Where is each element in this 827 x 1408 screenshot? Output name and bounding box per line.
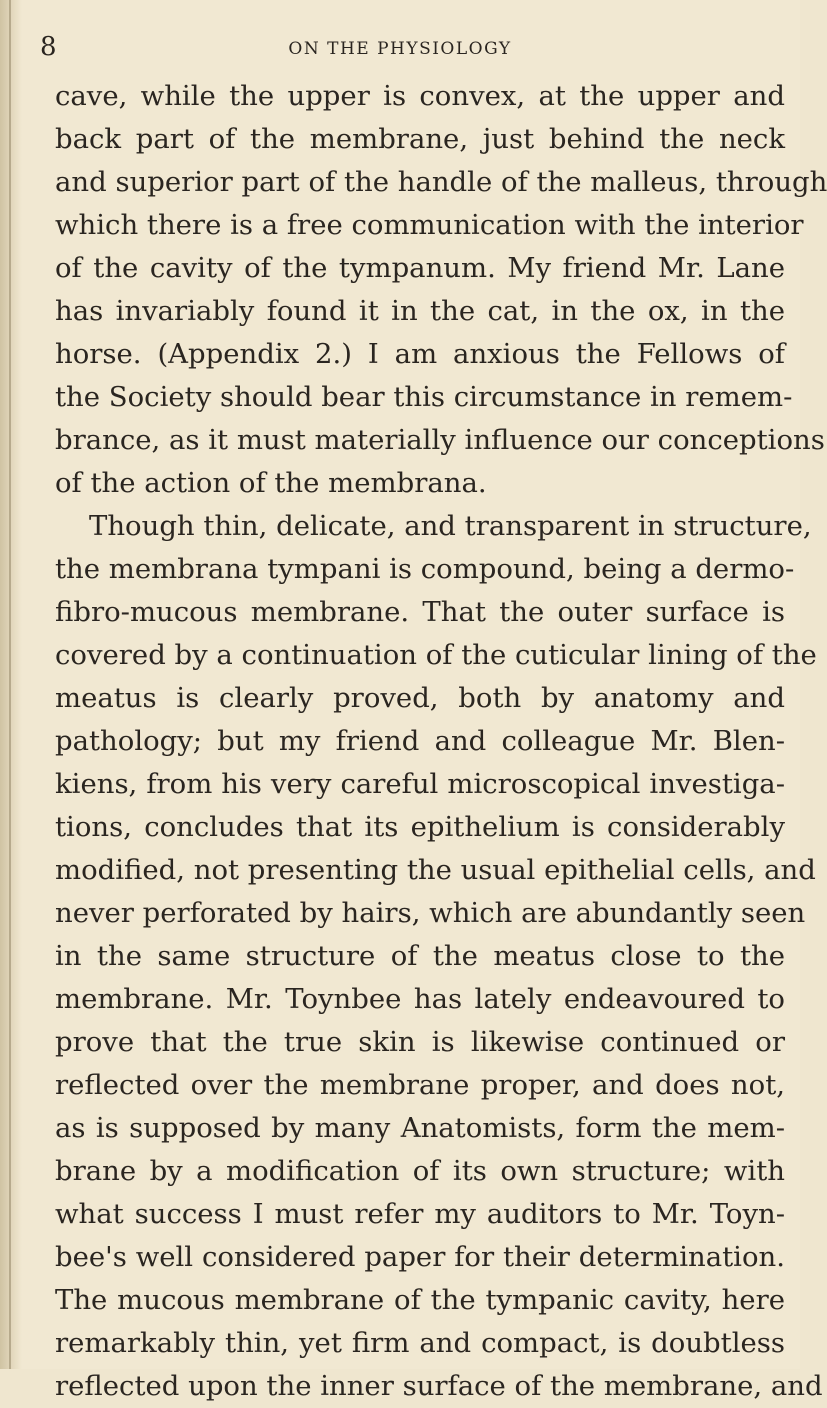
body-text <box>55 75 827 1408</box>
text-line: what success I must refer my auditors to Mr. Toyn- <box>55 1198 785 1230</box>
text-line: which there is a free communication with the interior <box>55 209 804 241</box>
text-line: Though thin, delicate, and transparent in structure, <box>89 510 812 542</box>
text-line: the Society should bear this circumstance in remem- <box>55 381 793 413</box>
text-line: reflected upon the inner surface of the membrane, and <box>55 1370 823 1402</box>
page-number: 8 <box>40 32 57 62</box>
text-line: bee's well considered paper for their determination. <box>55 1241 785 1273</box>
text-line: covered by a continuation of the cuticular lining of the <box>55 639 817 671</box>
text-line: of the cavity of the tympanum. My friend Mr. Lane <box>55 252 785 284</box>
text-line: fibro-mucous membrane. That the outer surface is <box>55 596 785 628</box>
text-line: brance, as it must materially influence our conceptions <box>55 424 825 456</box>
page-header <box>0 30 800 64</box>
page-binding-edge <box>0 0 22 1369</box>
text-line: has invariably found it in the cat, in the ox, in the <box>55 295 785 327</box>
text-line: as is supposed by many Anatomists, form the mem- <box>55 1112 785 1144</box>
text-line: cave, while the upper is convex, at the upper and <box>55 80 785 112</box>
running-head: ON THE PHYSIOLOGY <box>288 39 512 59</box>
text-line: The mucous membrane of the tympanic cavity, here <box>55 1284 785 1316</box>
text-line: tions, concludes that its epithelium is considerably <box>55 811 785 843</box>
text-line: modified, not presenting the usual epithelial cells, and <box>55 854 816 886</box>
text-line: the membrana tympani is compound, being a dermo- <box>55 553 795 585</box>
text-line: prove that the true skin is likewise continued or <box>55 1026 785 1058</box>
text-line: of the action of the membrana. <box>55 467 487 499</box>
text-line: horse. (Appendix 2.) I am anxious the Fellows of <box>55 338 785 370</box>
text-line: reflected over the membrane proper, and does not, <box>55 1069 785 1101</box>
text-line: kiens, from his very careful microscopical investiga- <box>55 768 785 800</box>
text-line: back part of the membrane, just behind the neck <box>55 123 785 155</box>
text-line: in the same structure of the meatus close to the <box>55 940 785 972</box>
text-line: remarkably thin, yet firm and compact, is doubtless <box>55 1327 785 1359</box>
text-line: membrane. Mr. Toynbee has lately endeavoured to <box>55 983 785 1015</box>
text-line: never perforated by hairs, which are abundantly seen <box>55 897 806 929</box>
text-line: and superior part of the handle of the malleus, through <box>55 166 827 198</box>
text-line: pathology; but my friend and colleague Mr. Blen- <box>55 725 785 757</box>
text-line: brane by a modification of its own structure; with <box>55 1155 785 1187</box>
page-binding-line <box>9 0 11 1369</box>
text-line: meatus is clearly proved, both by anatomy and <box>55 682 785 714</box>
